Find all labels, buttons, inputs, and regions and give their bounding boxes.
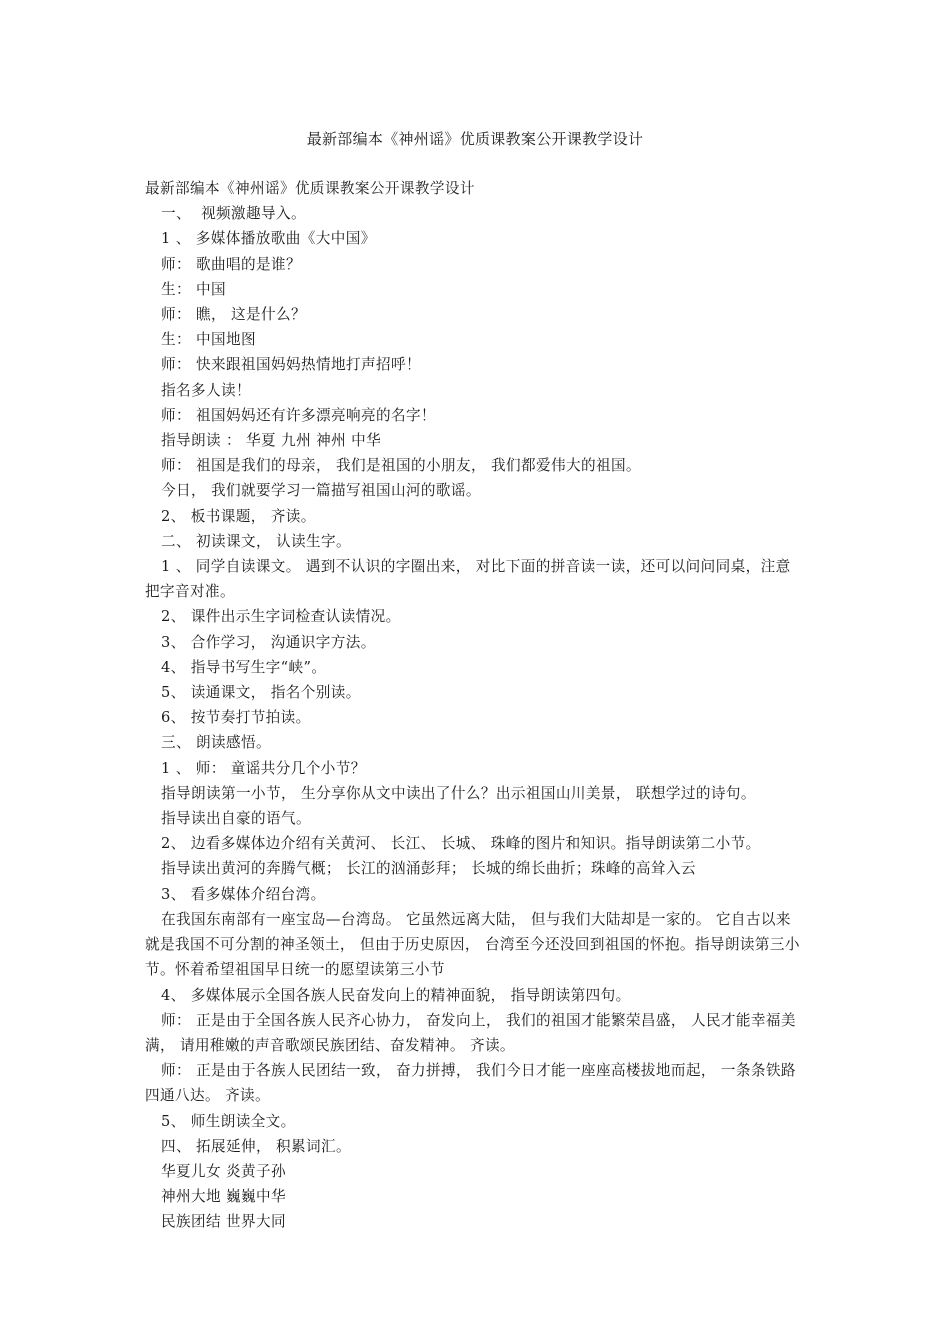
paragraph-line: 4、 指导书写生字“峡”。 — [161, 658, 327, 676]
paragraph-line: 师： 正是由于各族人民团结一致， 奋力拼搏， 我们今日才能一座座高楼拔地而起， 一条条铁路四通八达。 齐读。 — [145, 1062, 796, 1105]
paragraph-line: 指导读出黄河的奔腾气概； 长江的汹涌彭拜； 长城的绵长曲折；珠峰的高耸入云 — [161, 860, 696, 878]
paragraph-line: 民族团结 世界大同 — [161, 1213, 286, 1231]
paragraph-line: 生： 中国地图 — [161, 331, 257, 349]
paragraph-line: 1 、 师： 童谣共分几个小节？ — [161, 759, 366, 777]
paragraph-line: 2、 课件出示生字词检查认读情况。 — [161, 608, 401, 626]
paragraph-line: 5、 读通课文， 指名个别读。 — [161, 684, 361, 702]
paragraph-line: 指导朗读第一小节， 生分享你从文中读出了什么？出示祖国山川美景， 联想学过的诗句。 — [161, 784, 756, 802]
paragraph-line: 二、 初读课文， 认读生字。 — [161, 532, 352, 550]
paragraph-line: 师： 瞧， 这是什么？ — [161, 306, 307, 324]
paragraph-line: 神州大地 巍巍中华 — [161, 1188, 286, 1206]
document-body — [145, 176, 805, 1235]
paragraph-line: 2、 边看多媒体边介绍有关黄河、 长江、 长城、 珠峰的图片和知识。指导朗读第二小节。 — [161, 835, 761, 853]
paragraph-line: 三、 朗读感悟。 — [161, 734, 271, 752]
paragraph-line: 华夏儿女 炎黄子孙 — [161, 1162, 286, 1180]
paragraph-line: 4、 多媒体展示全国各族人民奋发向上的精神面貌， 指导朗读第四句。 — [161, 986, 631, 1004]
paragraph-line: 2、 板书课题， 齐读。 — [161, 507, 316, 525]
paragraph-line: 一、 视频激趣导入。 — [161, 205, 307, 223]
paragraph-line: 师： 祖国妈妈还有许多漂亮响亮的名字！ — [161, 406, 436, 424]
paragraph-line: 5、 师生朗读全文。 — [161, 1112, 296, 1130]
paragraph-line: 师： 祖国是我们的母亲， 我们是祖国的小朋友， 我们都爱伟大的祖国。 — [161, 457, 641, 475]
document-title: 最新部编本《神州谣》优质课教案公开课教学设计 — [306, 130, 644, 148]
paragraph-line: 师： 正是由于全国各族人民齐心协力， 奋发向上， 我们的祖国才能繁荣昌盛， 人民才能幸福美满， 请用稚嫩的声音歌颂民族团结、奋发精神。 齐读。 — [145, 1011, 796, 1054]
paragraph-line: 生： 中国 — [161, 280, 227, 298]
paragraph-line: 今日， 我们就要学习一篇描写祖国山河的歌谣。 — [161, 482, 481, 500]
paragraph-line: 在我国东南部有一座宝岛—台湾岛。 它虽然远离大陆， 但与我们大陆却是一家的。 它自古以来就是我国不可分割的神圣领土， 但由于历史原因， 台湾至今还没回到祖国的怀抱。指导朗读第三小节。怀着希望祖国早日统一的愿望读第三小节 — [145, 910, 800, 979]
paragraph-line: 6、 按节奏打节拍读。 — [161, 709, 311, 727]
paragraph-line: 3、 合作学习， 沟通识字方法。 — [161, 633, 376, 651]
paragraph-line: 四、 拓展延伸， 积累词汇。 — [161, 1137, 352, 1155]
paragraph-line: 3、 看多媒体介绍台湾。 — [161, 885, 326, 903]
paragraph-line: 指导读出自豪的语气。 — [161, 810, 311, 828]
paragraph-line: 师： 快来跟祖国妈妈热情地打声招呼！ — [161, 356, 421, 374]
paragraph-line: 指导朗读 ： 华夏 九州 神州 中华 — [161, 432, 382, 450]
document-heading: 最新部编本《神州谣》优质课教案公开课教学设计 — [145, 180, 475, 197]
paragraph-line: 指名多人读！ — [161, 381, 251, 399]
paragraph-line: 师： 歌曲唱的是谁？ — [161, 255, 301, 273]
paragraph-line: 1 、 多媒体播放歌曲《大中国》 — [161, 230, 376, 248]
paragraph-line: 1 、 同学自读课文。 遇到不认识的字圈出来， 对比下面的拼音读一读，还可以问问同桌，注意把字音对准。 — [145, 558, 791, 601]
